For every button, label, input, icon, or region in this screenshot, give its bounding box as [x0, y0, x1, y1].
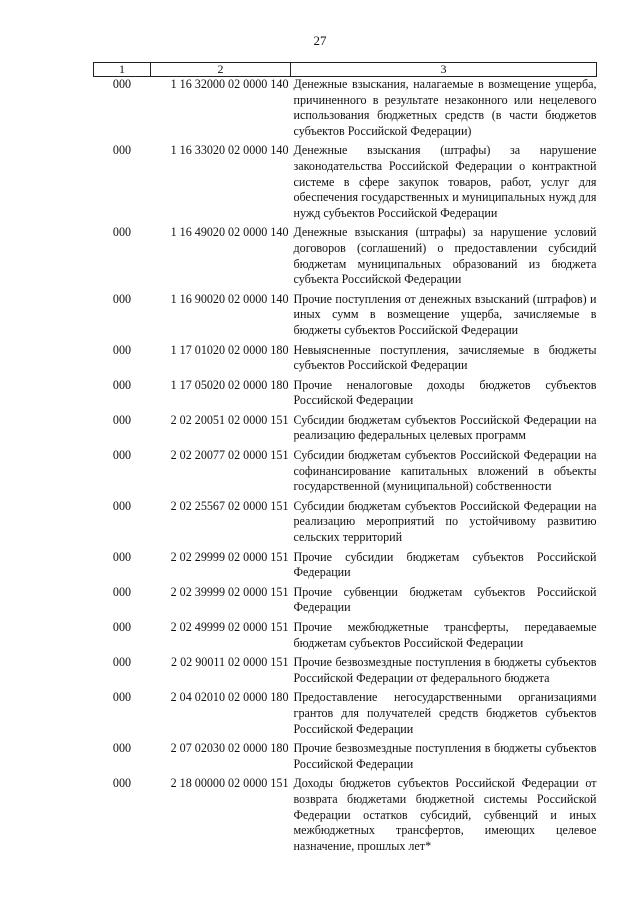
- revenue-name-cell: Субсидии бюджетам субъектов Российской Федерации на реализацию федеральных целевых программ: [293, 412, 597, 443]
- revenue-name-cell: Денежные взыскания (штрафы) за нарушение законодательства Российской Федерации о контрактной системе в сфере закупок товаров, работ, услуг для обеспечения государственных и муниципальных нужд для нужд субъектов Российской Федерации: [293, 143, 597, 220]
- revenue-name-cell: Субсидии бюджетам субъектов Российской Федерации на софинансирование капитальных вложений в объекты государственной (муниципальной) собственности: [293, 448, 597, 494]
- admin-code-cell: 000: [112, 77, 132, 91]
- budget-class-code-cell: 2 18 00000 02 0000 151: [170, 776, 289, 791]
- revenue-name-cell: Доходы бюджетов субъектов Российской Федерации от возврата бюджетами бюджетной системы Российской Федерации остатков субсидий, субвенций и иных межбюджетных трансфертов, имеющих целевое назначение, прошлых лет*: [293, 776, 597, 853]
- revenue-name-cell: Прочие межбюджетные трансферты, передаваемые бюджетам субъектов Российской Федерации: [293, 620, 597, 650]
- revenue-name-cell: Прочие субвенции бюджетам субъектов Российской Федерации: [293, 584, 597, 615]
- budget-class-code-cell: 2 02 49999 02 0000 151: [170, 620, 289, 634]
- revenue-name-cell: Невыясненные поступления, зачисляемые в бюджеты субъектов Российской Федерации: [293, 342, 597, 373]
- budget-class-code-cell: 1 16 90020 02 0000 140: [170, 291, 289, 306]
- budget-class-code-cell: 2 02 25567 02 0000 151: [170, 498, 289, 513]
- budget-class-code-cell: 1 16 49020 02 0000 140: [170, 225, 289, 240]
- admin-code-cell: 000: [112, 584, 132, 599]
- table-row: [94, 776, 597, 858]
- budget-class-code-cell: 2 02 20077 02 0000 151: [170, 448, 289, 463]
- table-row: [94, 655, 597, 690]
- table-row: [94, 378, 597, 413]
- admin-code-cell: 000: [112, 143, 132, 158]
- table-row: [94, 448, 597, 499]
- admin-code-cell: 000: [112, 225, 132, 240]
- revenue-name-cell: Прочие субсидии бюджетам субъектов Российской Федерации: [293, 549, 597, 580]
- revenue-name-cell: Прочие неналоговые доходы бюджетов субъектов Российской Федерации: [293, 377, 597, 408]
- revenue-name-cell: Денежные взыскания, налагаемые в возмещение ущерба, причиненного в результате незаконного или нецелевого использования бюджетных средств (в части бюджетов субъектов Российской Федерации): [293, 77, 597, 138]
- admin-code-cell: 000: [112, 342, 132, 357]
- admin-code-cell: 000: [112, 741, 132, 756]
- table-row: [94, 413, 597, 448]
- admin-code-cell: 000: [112, 776, 132, 791]
- budget-class-code-cell: 1 16 33020 02 0000 140: [170, 143, 289, 158]
- table-row: [94, 499, 597, 550]
- budget-class-code-cell: 2 02 29999 02 0000 151: [170, 549, 289, 564]
- revenue-name-cell: Прочие безвозмездные поступления в бюджеты субъектов Российской Федерации: [293, 741, 597, 771]
- table-row: [94, 77, 597, 144]
- budget-class-code-cell: 1 16 32000 02 0000 140: [170, 77, 289, 91]
- table-row: [94, 550, 597, 585]
- revenue-name-cell: Субсидии бюджетам субъектов Российской Федерации на реализацию мероприятий по устойчивому развитию сельских территорий: [293, 498, 597, 545]
- revenue-name-cell: Денежные взыскания (штрафы) за нарушение условий договоров (соглашений) о предоставлении субсидий бюджетам муниципальных образований из бюджета субъекта Российской Федерации: [293, 225, 597, 287]
- column-header-1: 1: [94, 63, 151, 77]
- admin-code-cell: 000: [112, 448, 132, 463]
- revenue-name-cell: Прочие поступления от денежных взысканий (штрафов) и иных сумм в возмещение ущерба, зачисляемые в бюджеты субъектов Российской Федерации: [293, 291, 597, 337]
- column-header-2: 2: [151, 63, 291, 77]
- budget-class-code-cell: 1 17 05020 02 0000 180: [170, 377, 289, 392]
- admin-code-cell: 000: [112, 655, 132, 670]
- page-number: 27: [313, 33, 327, 48]
- revenue-name-cell: Прочие безвозмездные поступления в бюджеты субъектов Российской Федерации от федерального бюджета: [293, 655, 597, 685]
- admin-code-cell: 000: [112, 291, 132, 306]
- table-row: [94, 143, 597, 225]
- table-row: [94, 690, 597, 741]
- table-row: [94, 741, 597, 776]
- admin-code-cell: 000: [112, 498, 132, 513]
- admin-code-cell: 000: [112, 620, 132, 634]
- admin-code-cell: 000: [112, 690, 132, 705]
- table-row: [94, 292, 597, 343]
- table-row: [94, 343, 597, 378]
- revenue-name-cell: Предоставление негосударственными организациями грантов для получателей средств бюджетов субъектов Российской Федерации: [293, 690, 597, 736]
- column-header-3: 3: [291, 63, 597, 77]
- budget-class-code-cell: 2 02 20051 02 0000 151: [170, 412, 289, 427]
- budget-class-code-cell: 1 17 01020 02 0000 180: [170, 342, 289, 357]
- budget-class-code-cell: 2 02 39999 02 0000 151: [170, 584, 289, 599]
- budget-class-code-cell: 2 02 90011 02 0000 151: [171, 655, 289, 670]
- table-row: [94, 585, 597, 620]
- admin-code-cell: 000: [112, 412, 132, 427]
- budget-class-code-cell: 2 07 02030 02 0000 180: [170, 741, 289, 756]
- budget-class-code-cell: 2 04 02010 02 0000 180: [170, 690, 289, 705]
- table-row: [94, 225, 597, 291]
- revenue-codes-table: [93, 62, 597, 858]
- admin-code-cell: 000: [112, 377, 132, 392]
- admin-code-cell: 000: [112, 549, 132, 564]
- table-row: [94, 620, 597, 655]
- table-header-row: [94, 63, 597, 77]
